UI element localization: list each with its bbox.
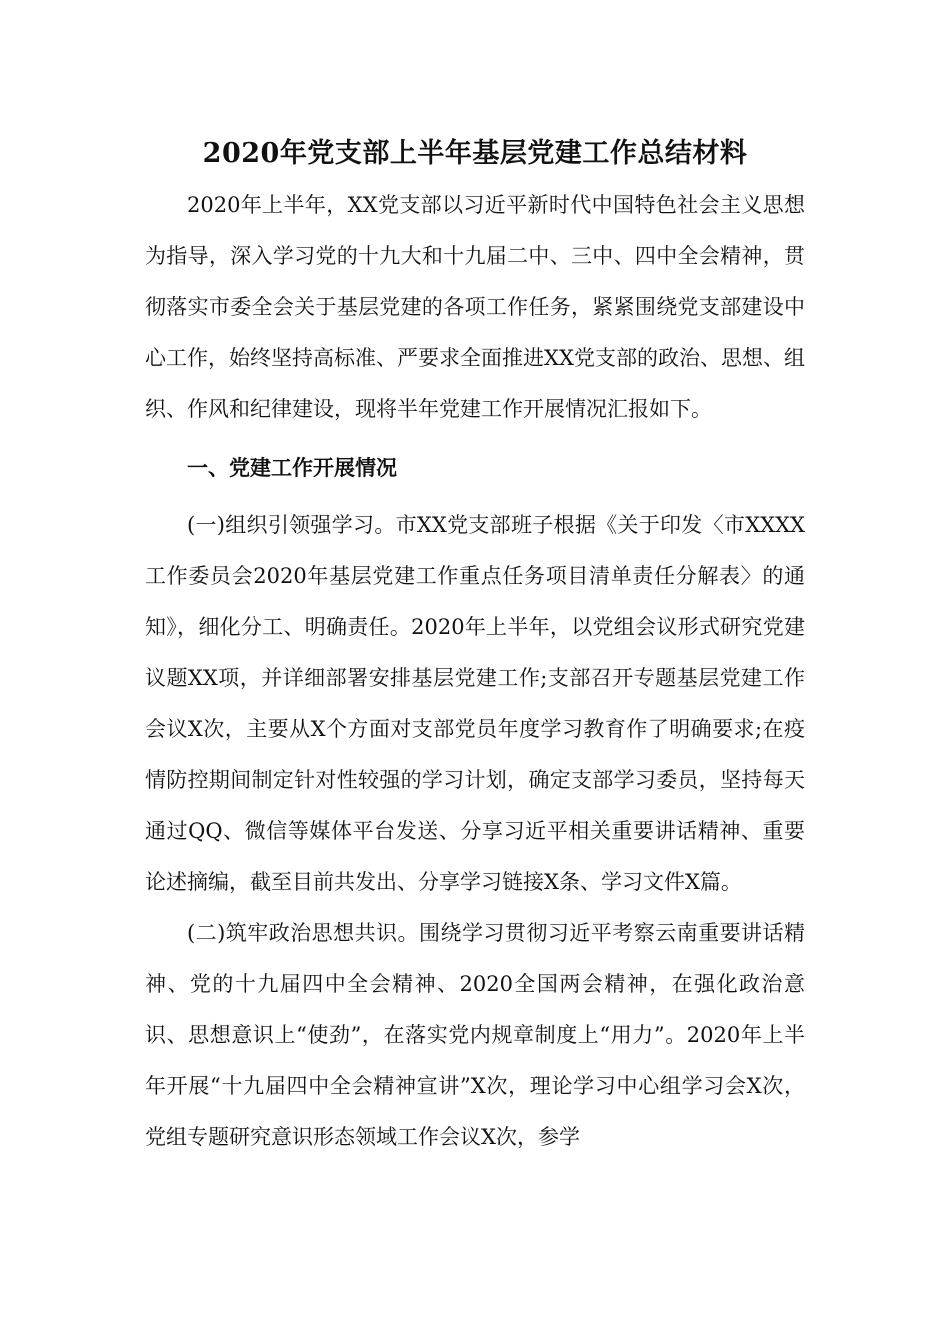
paragraph-2: (二)筑牢政治思想共识。围绕学习贯彻习近平考察云南重要讲话精神、党的十九届四中全会精神、2020全国两会精神，在强化政治意识、思想意识上“使劲”，在落实党内规章制度上“用力”。2020年上半年开展“十九届四中全会精神宣讲”X次，理论学习中心组学习会X次，党组专题研究意识形态领域工作会议X次，参学 <box>145 921 805 1149</box>
intro-paragraph: 2020年上半年，XX党支部以习近平新时代中国特色社会主义思想为指导，深入学习党的十九大和十九届二中、三中、四中全会精神，贯彻落实市委全会关于基层党建的各项工作任务，紧紧围绕党支部建设中心工作，始终坚持高标准、严要求全面推进XX党支部的政治、思想、组织、作风和纪律建设，现将半年党建工作开展情况汇报如下。 <box>145 193 805 421</box>
document-body <box>145 180 805 1163</box>
document-title: 2020年党支部上半年基层党建工作总结材料 <box>202 138 748 169</box>
section-heading: 一、党建工作开展情况 <box>187 455 397 480</box>
paragraph-1: (一)组织引领强学习。市XX党支部班子根据《关于印发〈市XXXX工作委员会2020年基层党建工作重点任务项目清单责任分解表〉的通知》，细化分工、明确责任。2020年上半年，以党组会议形式研究党建议题XX项，并详细部署安排基层党建工作;支部召开专题基层党建工作会议X次，主要从X个方面对支部党员年度学习教育作了明确要求;在疫情防控期间制定针对性较强的学习计划，确定支部学习委员，坚持每天通过QQ、微信等媒体平台发送、分享习近平相关重要讲话精神、重要论述摘编，截至目前共发出、分享学习链接X条、学习文件X篇。 <box>145 513 805 894</box>
